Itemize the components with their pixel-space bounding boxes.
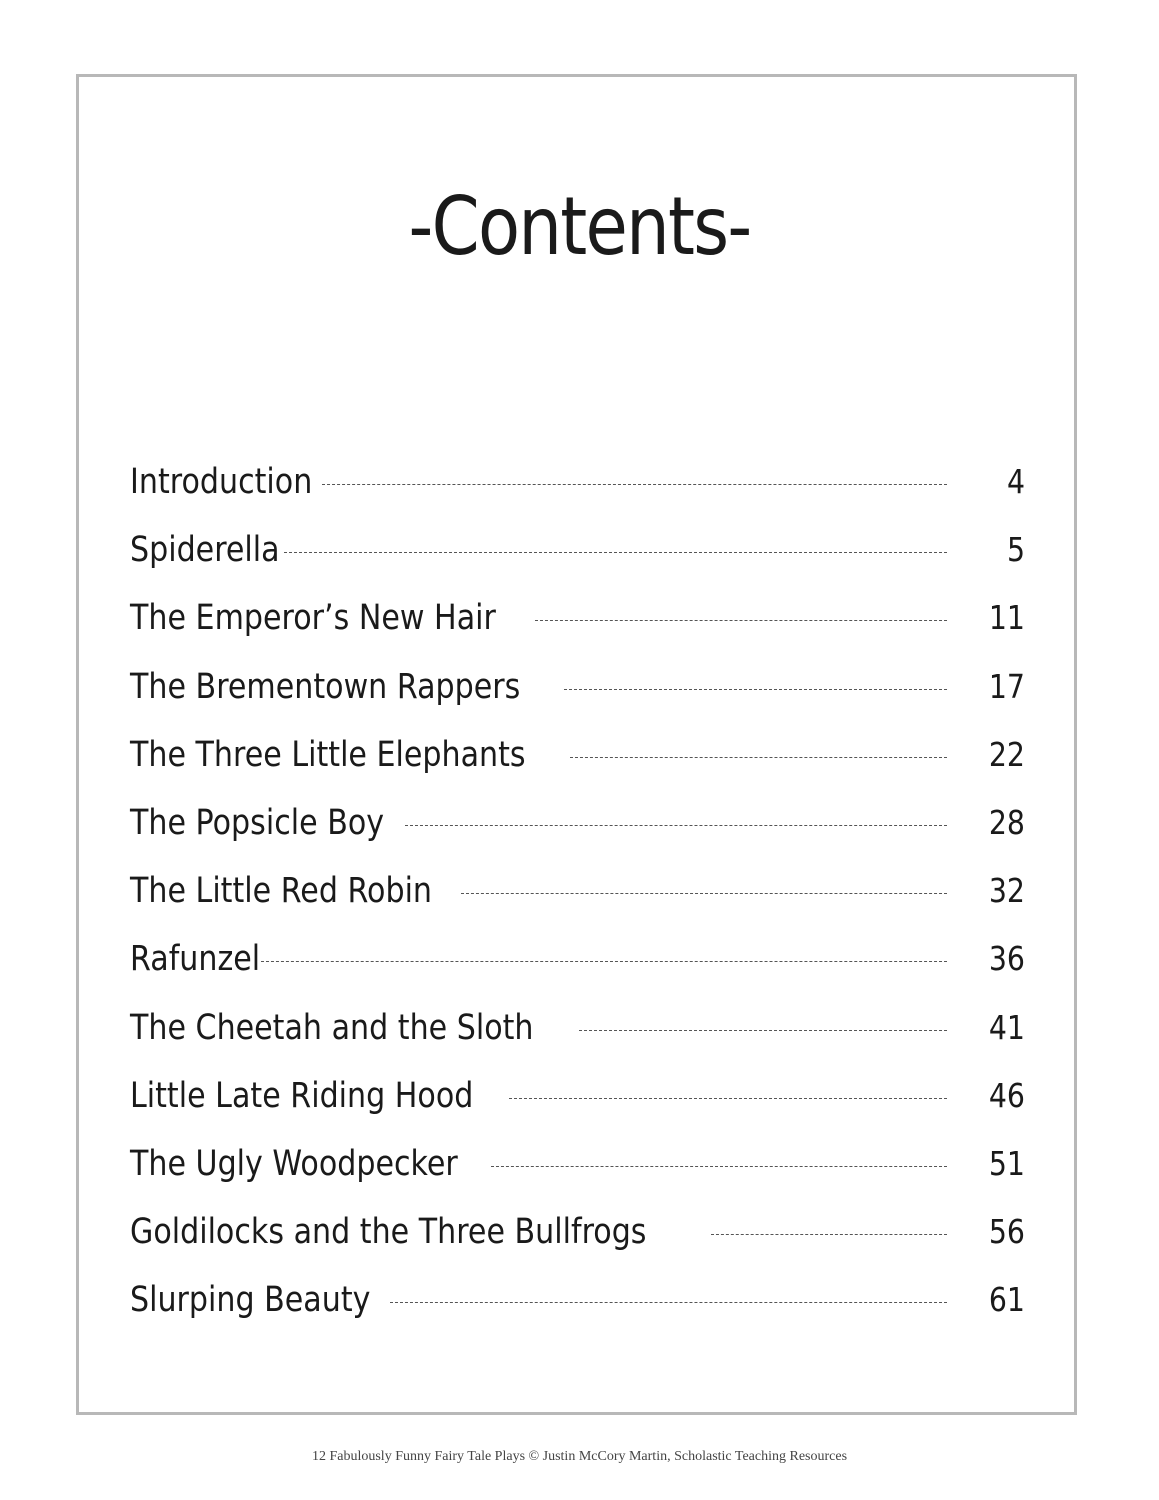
toc-entry-page: 4: [1006, 462, 1025, 501]
dotted-leader: [579, 1030, 947, 1031]
table-of-contents: [130, 462, 1025, 1348]
page-title: -Contents-: [408, 180, 751, 273]
toc-entry[interactable]: [130, 530, 1025, 598]
toc-entry-page: 22: [988, 734, 1025, 774]
toc-entry-page: 11: [988, 598, 1025, 638]
toc-entry[interactable]: [130, 1076, 1025, 1144]
toc-entry-page: 46: [988, 1075, 1025, 1115]
dotted-leader: [284, 552, 947, 553]
dotted-leader: [405, 825, 947, 826]
toc-entry-page: 36: [988, 939, 1025, 979]
toc-entry-title: Introduction: [130, 462, 313, 502]
toc-entry-title: The Popsicle Boy: [130, 802, 385, 843]
toc-entry[interactable]: [130, 667, 1025, 735]
dotted-leader: [390, 1302, 947, 1303]
toc-entry[interactable]: [130, 1144, 1025, 1212]
toc-entry-title: The Three Little Elephants: [130, 734, 526, 775]
toc-entry-page: 61: [988, 1280, 1025, 1320]
dotted-leader: [461, 893, 947, 894]
dotted-leader: [509, 1098, 947, 1099]
toc-entry[interactable]: [130, 803, 1025, 871]
toc-entry[interactable]: [130, 462, 1025, 530]
toc-entry-title: The Cheetah and the Sloth: [130, 1007, 534, 1048]
copyright-footer: 12 Fabulously Funny Fairy Tale Plays © Justin McCory Martin, Scholastic Teaching Resources: [311, 1449, 848, 1464]
dotted-leader: [261, 961, 947, 962]
toc-entry-title: The Emperor’s New Hair: [130, 598, 496, 639]
toc-entry-title: Spiderella: [130, 530, 280, 571]
toc-entry[interactable]: [130, 871, 1025, 939]
dotted-leader: [491, 1166, 947, 1167]
dotted-leader: [322, 484, 947, 485]
toc-entry-title: The Brementown Rappers: [130, 666, 521, 707]
dotted-leader: [535, 620, 947, 621]
toc-entry-title: Rafunzel: [130, 939, 261, 980]
toc-entry[interactable]: [130, 1212, 1025, 1280]
dotted-leader: [570, 757, 947, 758]
toc-entry-title: The Ugly Woodpecker: [130, 1143, 458, 1184]
toc-entry[interactable]: [130, 598, 1025, 666]
toc-entry-title: Little Late Riding Hood: [130, 1075, 474, 1116]
toc-entry-title: Goldilocks and the Three Bullfrogs: [130, 1212, 647, 1253]
toc-entry-page: 56: [988, 1212, 1025, 1252]
toc-entry-page: 41: [988, 1007, 1025, 1047]
toc-entry[interactable]: [130, 1280, 1025, 1348]
toc-entry[interactable]: [130, 939, 1025, 1007]
dotted-leader: [564, 689, 947, 690]
toc-entry-page: 28: [988, 802, 1025, 842]
toc-entry-page: 17: [988, 666, 1025, 706]
dotted-leader: [711, 1234, 947, 1235]
toc-entry[interactable]: [130, 1008, 1025, 1076]
toc-entry-title: The Little Red Robin: [130, 871, 433, 912]
toc-entry-title: Slurping Beauty: [130, 1280, 371, 1321]
toc-entry-page: 51: [988, 1143, 1025, 1183]
toc-entry[interactable]: [130, 735, 1025, 803]
toc-entry-page: 32: [988, 871, 1025, 911]
toc-entry-page: 5: [1006, 530, 1025, 570]
